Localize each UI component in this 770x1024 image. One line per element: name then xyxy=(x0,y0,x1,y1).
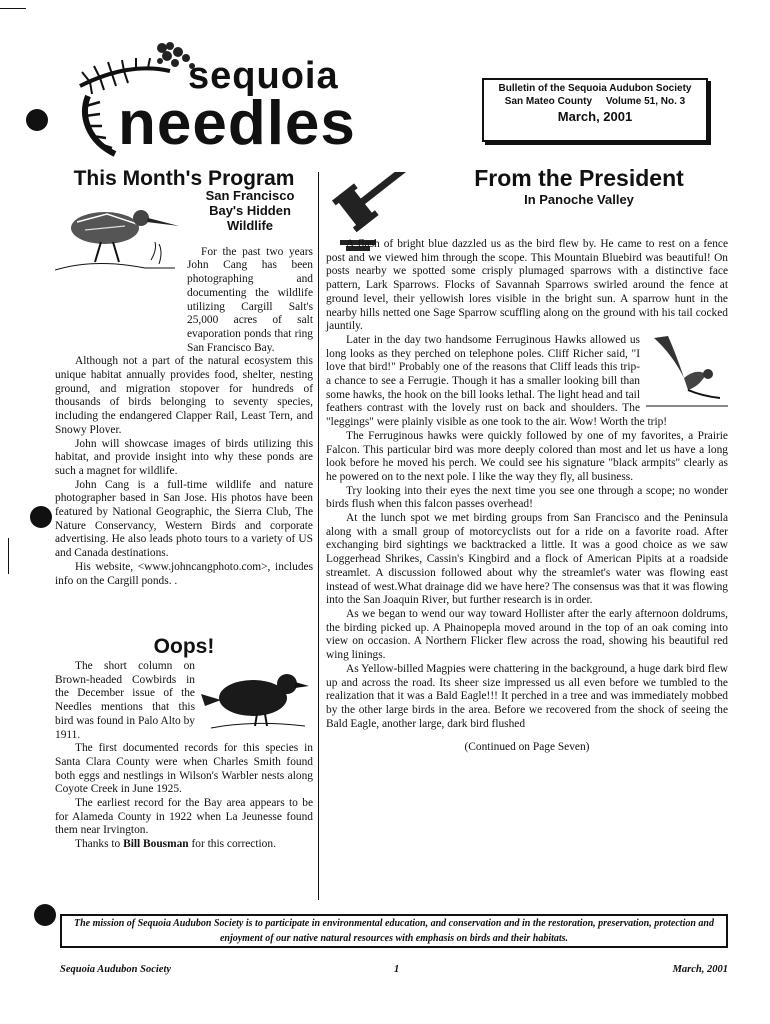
continued-note: (Continued on Page Seven) xyxy=(464,741,590,754)
masthead-title-needles: needles xyxy=(118,89,356,158)
ferruginous-hawk-illustration-icon xyxy=(646,334,728,414)
footer-page-number: 1 xyxy=(394,964,400,975)
clapper-rail-illustration-icon xyxy=(55,188,187,276)
bulletin-volume: Volume 51, No. 3 xyxy=(605,96,686,107)
oops-paragraph: The first documented records for this species in Santa Clara County were when Charles Smith found both eggs and nestlings in Wilson's Warbler nests along Coyote Creek in June 1925. xyxy=(55,742,313,796)
footer-left: Sequoia Audubon Society xyxy=(60,964,172,975)
program-subheading: San Francisco Bay's Hidden Wildlife xyxy=(205,187,295,233)
president-subheading: In Panoche Valley xyxy=(524,191,634,207)
oops-paragraph: The short column on Brown-headed Cowbirds in the December issue of the Needles mentions that this bird was found in Palo Alto by 1911. xyxy=(55,659,195,741)
president-paragraph: The Ferruginous hawks were quickly followed by one of my favorites, a Prairie Falcon. This particular bird was more deeply colored than most and let us have a long look before he moved his perch. We could see his signature "black armpits" clearly as he powered on to the next pole. I like the way they fly, all business. xyxy=(326,429,728,483)
masthead-title-sequoia: sequoia xyxy=(188,55,339,97)
left-column xyxy=(55,167,313,852)
oops-thanks-prefix: Thanks to xyxy=(75,838,124,851)
bulletin-county: San Mateo County xyxy=(504,96,593,107)
program-paragraph: John Cang is a full-time wildlife and nature photographer based in San Jose. His photos have been featured by National Geographic, the Sierra Club, The Nature Conservancy, Western Birds and corporate advertising. He also leads photo tours to a variety of US and Canada destinations. xyxy=(55,478,313,560)
oops-thanks-name: Bill Bousman xyxy=(123,838,189,851)
program-paragraph: For the past two years John Cang has been photographing and documenting the wildlife utilizing Cargill Salt's 25,000 acres of salt evaporation ponds that ring San Francisco Bay. xyxy=(187,245,313,354)
column-divider xyxy=(318,172,319,900)
president-paragraph: As Yellow-billed Magpies were chattering in the background, a huge dark bird flew up and across the road. Its sheer size impressed us all even before we tumbled to the realization that it was a Bald Eagle!!! It perched in a tree and was immediately mobbed by the other large birds in the area. Before we recovered from the shock of seeing the Bald Eagle, another large, dark bird flushed xyxy=(326,662,728,730)
margin-mark xyxy=(8,538,9,574)
program-paragraph: Although not a part of the natural ecosystem this unique habitat annually provides food, shelter, nesting ground, and migration stopover for hundreds of thousands of birds belonging to seventy species, including the endangered Clapper Rail, Least Tern, and Snowy Plover. xyxy=(55,355,313,436)
oops-heading: Oops! xyxy=(153,635,215,659)
president-paragraph: A flash of bright blue dazzled us as the bird flew by. He came to rest on a fence post and we viewed him through the scope. This Mountain Bluebird was beautiful! On posts nearby we spotted some crisply plumaged sparrows with a distinctive face pattern, Lark Sparrows. Flocks of Savannah Sparrows swirled around the fence at ground level, their yellowish lores visible in the bright sun. A sparrow hunt in the nearby hills netted one Sage Sparrow scuffling along on the ground with his tail cocked jauntily. xyxy=(326,238,728,333)
bulletin-info-box xyxy=(482,78,708,142)
binder-hole xyxy=(34,904,56,926)
president-paragraph: At the lunch spot we met birding groups from San Francisco and the Peninsula along with a small group of motorcyclists out for a ride on a favorite road. After exchanging bird sightings we backtracked a little. It was a good choice as we saw Loggerhead Shrikes, Cassin's Kingbird and a flock of American Pipits at a roadside streamlet. A discussion followed about why the streamlet's water was flowing east instead of west.What drainage did we have here? The consensus was that it was flowing into the San Joaquin River, but further research is in order. xyxy=(326,512,728,607)
right-column xyxy=(326,165,728,755)
president-paragraph: Later in the day two handsome Ferruginous Hawks allowed us long looks as they perched on telephone poles. Cliff Richer said, "I love that bird!" Probably one of the reasons that Cliff leads this trip- a chance to see a Ferrugie. Though it has a smaller looking bill than some hawks, the hook on the bill looks lethal. The light head and tail feathers contrast with the lovely rust on back and shoulders. The "leggings" were plainly visible as one took to the air. Wow! Worth the trip! xyxy=(326,333,668,429)
footer-right: March, 2001 xyxy=(672,964,728,975)
bulletin-date: March, 2001 xyxy=(557,109,633,124)
bulletin-line: Bulletin of the Sequoia Audubon Society xyxy=(498,83,692,94)
mission-statement: The mission of Sequoia Audubon Society is to participate in environmental education, and conservation and in the restoration, preservation, protection and enjoyment of our native natural resources with emphasis on birds and their habitats. xyxy=(60,914,728,948)
program-paragraph: John will showcase images of birds utilizing this habitat, and provide insight into why these ponds are such a magnet for wildlife. xyxy=(55,437,313,477)
oops-paragraph: The earliest record for the Bay area appears to be for Alameda County in 1922 when La Jeunesse found them near Irvington. xyxy=(55,797,313,837)
binder-hole xyxy=(30,506,52,528)
binder-hole xyxy=(26,109,48,131)
president-paragraph: As we began to wend our way toward Hollister after the early afternoon doldrums, the birding picked up. A Phainopepla moved around in the top of an oak coming into view on occasion. A Northern Flicker flew across the road, showing his beautiful red wing linings. xyxy=(326,607,728,662)
corner-rule xyxy=(0,8,26,9)
program-heading: This Month's Program xyxy=(73,167,295,190)
president-heading: From the President xyxy=(474,165,684,191)
bulletin-county-volume xyxy=(484,95,706,108)
oops-thanks-suffix: for this correction. xyxy=(188,838,276,851)
program-paragraph: His website, <www.johncangphoto.com>, includes info on the Cargill ponds. . xyxy=(55,560,313,587)
president-paragraph: Try looking into their eyes the next time you see one through a scope; no wonder birds flush when this falcon passes overhead! xyxy=(326,484,728,511)
cowbird-illustration-icon xyxy=(201,660,313,734)
oops-thanks xyxy=(55,838,313,852)
